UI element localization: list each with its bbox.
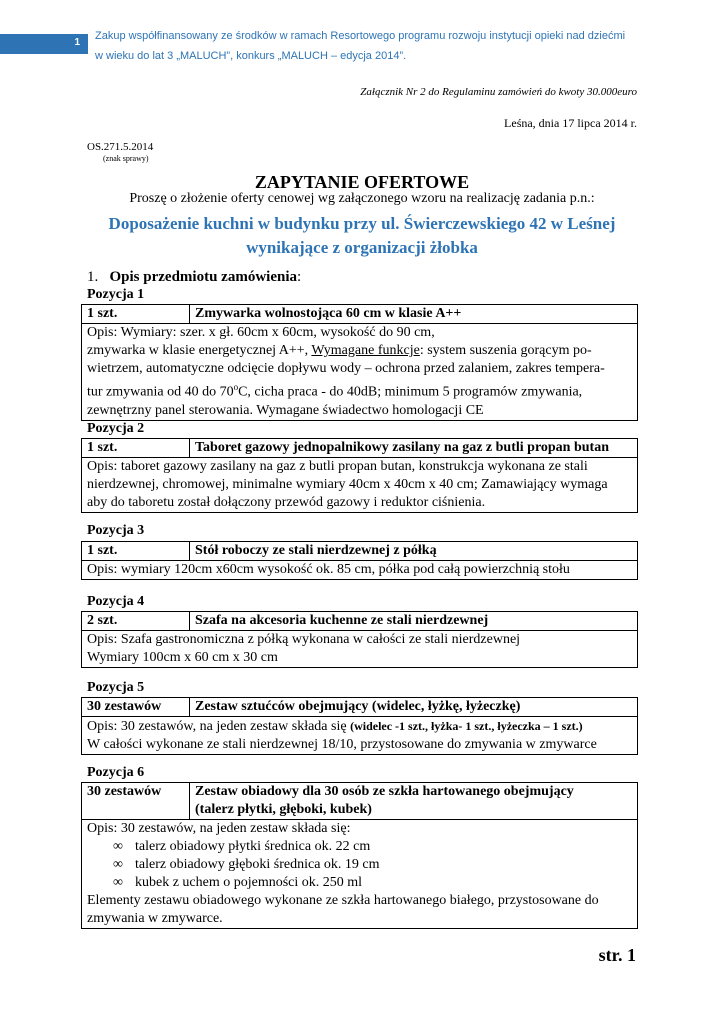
- item-4-description: [82, 631, 638, 668]
- item-4-name: Szafa na akcesoria kuchenne ze stali nierdzewnej: [190, 612, 638, 631]
- item-1-desc-text: tur zmywania od 40 do 70: [87, 384, 234, 400]
- item-2-desc-line: Opis: taboret gazowy zasilany na gaz z butli propan butan, konstrukcja wykonana ze stali: [87, 459, 588, 474]
- item-5-desc-text: Opis: 30 zestawów, na jeden zestaw składa się: [87, 719, 351, 734]
- item-1-desc-line: [87, 378, 632, 402]
- item-2-label: Pozycja 2: [87, 421, 145, 436]
- item-2-name: Taboret gazowy jednopalnikowy zasilany na gaz z butli propan butan: [190, 439, 638, 458]
- item-4-table: [81, 611, 638, 668]
- item-5-desc-line: [87, 717, 632, 736]
- page-number-badge: [0, 34, 88, 54]
- infinity-bullet-icon: ∞: [113, 875, 123, 890]
- item-3-qty: 1 szt.: [82, 542, 190, 561]
- item-4-desc-line: Wymiary 100cm x 60 cm x 30 cm: [87, 650, 278, 665]
- item-1-desc-line: [87, 342, 632, 360]
- section-heading: [87, 269, 301, 286]
- page-footer: str. 1: [598, 945, 636, 965]
- section-colon: :: [297, 269, 302, 285]
- item-6-description: [82, 820, 638, 929]
- item-6-desc-line: zmywania w zmywarce.: [87, 911, 223, 926]
- funding-header-line-1: Zakup współfinansowany ze środków w ramach Resortowego programu rozwoju instytucji opieki nad dziećmi: [95, 30, 626, 42]
- item-5-description: [82, 717, 638, 755]
- task-subject-line-1: Doposażenie kuchni w budynku przy ul. Świerczewskiego 42 w Leśnej: [108, 214, 616, 233]
- funding-header-line-2: w wieku do lat 3 „MALUCH”, konkurs „MALUCH – edycja 2014”.: [95, 50, 407, 62]
- section-number: 1.: [87, 269, 99, 285]
- list-item: [87, 874, 632, 892]
- item-6-desc-line: Elementy zestawu obiadowego wykonane ze szkła hartowanego białego, przystosowane do: [87, 893, 599, 908]
- section-label: Opis przedmiotu zamówienia: [109, 269, 297, 285]
- item-1-table: [81, 304, 638, 421]
- item-4-label: Pozycja 4: [87, 594, 145, 609]
- intro-text: Proszę o złożenie oferty cenowej wg załączonego wzoru na realizację zadania p.n.:: [129, 191, 595, 206]
- item-2-desc-line: aby do taboretu został dołączony przewód gazowy i reduktor ciśnienia.: [87, 495, 486, 510]
- item-5-table: [81, 697, 638, 755]
- item-6-desc-line: Opis: 30 zestawów, na jeden zestaw składa się:: [87, 821, 351, 836]
- item-1-desc-text: zmywarka w klasie energetycznej A++,: [87, 343, 312, 358]
- item-2-table: [81, 438, 638, 513]
- item-1-desc-line: wietrzem, automatyczne odcięcie dopływu wody – ochrona przed zalaniem, zakres tempera-: [87, 361, 605, 376]
- item-6-name-line: (talerz płytki, głęboki, kubek): [195, 802, 372, 817]
- case-sign: OS.271.5.2014: [87, 141, 154, 153]
- page-number-badge-text: 1: [74, 37, 80, 48]
- item-1-desc-underlined: Wymagane funkcje: [311, 343, 420, 358]
- funding-header: [95, 26, 655, 66]
- item-3-description: [82, 561, 638, 580]
- case-sign-note: (znak sprawy): [103, 154, 149, 163]
- item-1-desc-text: C, cicha praca - do 40dB; minimum 5 programów zmywania,: [238, 384, 583, 400]
- item-5-qty: 30 zestawów: [82, 698, 190, 717]
- infinity-bullet-icon: ∞: [113, 839, 123, 854]
- item-6-table: [81, 782, 638, 929]
- item-5-label: Pozycja 5: [87, 680, 145, 695]
- item-6-qty: 30 zestawów: [82, 783, 190, 820]
- item-3-label: Pozycja 3: [87, 523, 145, 538]
- document-title: ZAPYTANIE OFERTOWE: [254, 172, 470, 192]
- item-4-desc-line: Opis: Szafa gastronomiczna z półką wykonana w całości ze stali nierdzewnej: [87, 632, 521, 647]
- item-5-name: Zestaw sztućców obejmujący (widelec, łyżkę, łyżeczkę): [190, 698, 638, 717]
- date-line: Leśna, dnia 17 lipca 2014 r.: [504, 116, 637, 130]
- item-1-desc-line: Opis: Wymiary: szer. x gł. 60cm x 60cm, wysokość do 90 cm,: [87, 325, 435, 340]
- task-subject: [0, 212, 724, 260]
- task-subject-line-2: wynikające z organizacji żłobka: [246, 238, 478, 257]
- infinity-bullet-icon: ∞: [113, 857, 123, 872]
- item-1-desc-text: : system suszenia gorącym po-: [419, 343, 592, 358]
- item-2-desc-line: nierdzewnej, chromowej, minimalne wymiary 40cm x 40cm x 40 cm; Zamawiający wymaga: [87, 477, 608, 492]
- item-5-desc-bold: (widelec -1 szt., łyżka- 1 szt., łyżeczka – 1 szt.): [350, 719, 583, 733]
- list-item-text: talerz obiadowy płytki średnica ok. 22 cm: [135, 839, 371, 854]
- item-6-name: [190, 783, 638, 820]
- item-1-label: Pozycja 1: [87, 287, 145, 302]
- list-item: [87, 856, 632, 874]
- item-5-desc-line: W całości wykonane ze stali nierdzewnej 18/10, przystosowane do zmywania w zmywarce: [87, 737, 597, 752]
- item-1-desc-line: zewnętrzny panel sterowania. Wymagane świadectwo homologacji CE: [87, 402, 484, 418]
- item-6-label: Pozycja 6: [87, 765, 145, 780]
- item-3-name: Stół roboczy ze stali nierdzewnej z półką: [190, 542, 638, 561]
- item-1-description: [82, 324, 638, 421]
- list-item: [87, 838, 632, 856]
- item-3-desc-line: Opis: wymiary 120cm x60cm wysokość ok. 85 cm, półka pod całą powierzchnią stołu: [87, 562, 570, 577]
- item-2-description: [82, 458, 638, 513]
- item-1-qty: 1 szt.: [82, 305, 190, 324]
- list-item-text: talerz obiadowy głęboki średnica ok. 19 cm: [135, 857, 380, 872]
- item-4-qty: 2 szt.: [82, 612, 190, 631]
- item-2-qty: 1 szt.: [82, 439, 190, 458]
- annex-note: Załącznik Nr 2 do Regulaminu zamówień do kwoty 30.000euro: [360, 86, 637, 98]
- item-1-name: Zmywarka wolnostojąca 60 cm w klasie A++: [190, 305, 638, 324]
- item-1-degree-sup: o: [233, 382, 239, 392]
- item-3-table: [81, 541, 638, 580]
- list-item-text: kubek z uchem o pojemności ok. 250 ml: [135, 875, 363, 890]
- item-6-name-line: Zestaw obiadowy dla 30 osób ze szkła hartowanego obejmujący: [195, 784, 574, 799]
